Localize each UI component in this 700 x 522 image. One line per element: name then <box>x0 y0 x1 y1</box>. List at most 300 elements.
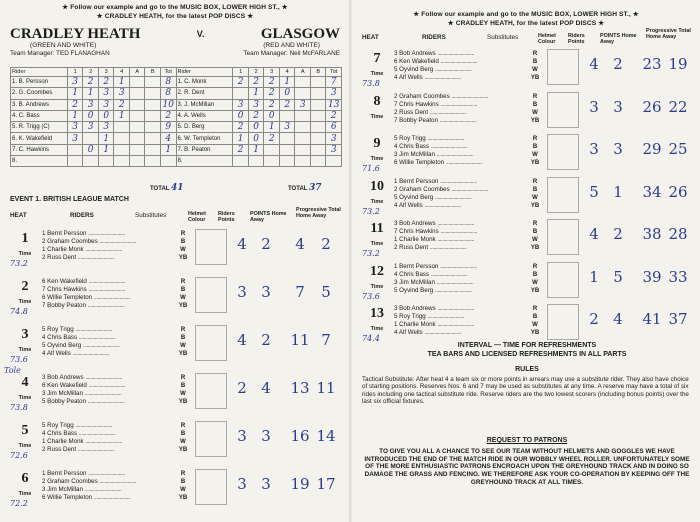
heat-points: 7 <box>295 283 305 301</box>
heat-points: 34 <box>642 182 662 201</box>
heat-block <box>362 176 692 224</box>
helmet-colour: B <box>532 186 538 193</box>
home-rider-score <box>114 133 130 144</box>
away-rider-score: 2 <box>233 77 249 88</box>
helmet-colour: B <box>532 271 538 278</box>
heat-number: 5 <box>21 423 29 438</box>
rider-entry: 1 Bernt Persson <box>42 470 87 477</box>
rider-entry: 4 Alf Wells <box>42 350 71 357</box>
heat-rider: 4 Alf Wells .............................. <box>42 350 110 357</box>
heat-number: 11 <box>370 221 384 236</box>
heat-rider: 3 Jim McMillan .............................. <box>394 278 474 286</box>
heat-rider: 4 Chris Bass .............................. <box>42 334 116 341</box>
heat-rider: 7 Bobby Peaton .............................. <box>394 116 477 124</box>
home-total-label: TOTAL <box>150 186 170 192</box>
heat-points: 19 <box>668 55 688 73</box>
away-rider-score: 3 <box>233 99 249 110</box>
away-rider-score: 2 <box>264 77 280 88</box>
riders-col-header: RIDERS <box>70 212 94 219</box>
heat-points: 2 <box>237 379 247 397</box>
heat-rider: 1 Charlie Monk .............................. <box>42 246 122 253</box>
helmet-colour: W <box>532 152 538 158</box>
away-rider-score <box>310 77 326 88</box>
away-rider-score: 1 <box>248 144 264 155</box>
helmet-colour: W <box>532 67 538 73</box>
away-rider-name: 4. A. Wells <box>176 110 233 121</box>
helmet-colour: B <box>532 229 538 235</box>
score-header-col: 3 <box>98 68 114 77</box>
helmet-colour: W <box>532 322 538 328</box>
heat-points: 3 <box>237 283 247 301</box>
rider-entry: 4 Chris Bass <box>394 270 430 278</box>
away-rider-score <box>310 133 326 144</box>
vs-label: V. <box>196 29 205 39</box>
heat-rider: 1 Charlie Monk .............................. <box>42 438 122 445</box>
heat-riders <box>394 135 482 167</box>
heat-points: 39 <box>642 267 662 286</box>
helmet-colour: YB <box>530 202 540 209</box>
away-rider-score <box>295 144 311 155</box>
home-rider-score <box>114 122 130 133</box>
score-row <box>11 77 342 88</box>
heat-points: 16 <box>290 427 310 445</box>
heat-number: 8 <box>373 93 381 109</box>
heat-points: 26 <box>642 97 662 116</box>
heat-block <box>362 133 692 181</box>
heat-rider: 5 Oyvind Berg .............................. <box>394 193 472 201</box>
time-label: Time <box>18 491 32 497</box>
interval-line-2: TEA BARS AND LICENSED REFRESHMENTS IN ALL PARTS <box>427 351 627 358</box>
rider-entry: 5 Oyvind Berg <box>42 342 82 349</box>
home-rider-score: 1 <box>114 110 130 121</box>
heat-rider: 2 Graham Coombes .............................. <box>42 238 137 245</box>
heat-block <box>362 91 692 139</box>
heat-rider: 7 Bobby Peaton .............................. <box>42 302 125 309</box>
heat-points: 2 <box>613 55 623 73</box>
heat-points: 3 <box>589 97 599 116</box>
rider-entry: 2 Graham Coombes <box>394 92 450 100</box>
time-label: Time <box>370 241 384 247</box>
away-rider-name: 2. R. Dent <box>176 88 233 99</box>
score-row <box>11 99 342 110</box>
heat-points: 22 <box>668 97 688 116</box>
score-header-col: 1 <box>233 68 249 77</box>
home-rider-score: 3 <box>67 77 83 88</box>
home-rider-score <box>129 110 145 121</box>
score-header-col: 3 <box>264 68 280 77</box>
score-header-rider: Rider <box>11 68 68 77</box>
heat-time: 73.8 <box>10 403 28 412</box>
heat-block <box>362 218 692 266</box>
helmet-colour: R <box>532 178 538 185</box>
home-total-row <box>150 183 184 193</box>
helmet-colours <box>530 305 540 337</box>
heat-rider: 6 Ken Wakefield .............................. <box>42 278 126 285</box>
time-label: Time <box>370 326 384 332</box>
home-rider-score <box>114 144 130 155</box>
home-rider-name: 3. B. Andrews <box>11 99 68 110</box>
time-label: Time <box>370 156 384 162</box>
helmet-colour: W <box>532 109 538 116</box>
points-col-header-right: POINTS Home Away <box>600 33 637 45</box>
heat-col-header: HEAT <box>10 212 27 219</box>
rider-entry: 2 Russ Dent <box>42 254 77 261</box>
time-label: Time <box>18 443 32 449</box>
heat-rider: 3 Bob Andrews .............................. <box>42 374 122 381</box>
home-rider-score <box>83 133 99 144</box>
heat-number: 12 <box>370 263 384 279</box>
rider-entry: 4 Chris Bass <box>394 143 430 150</box>
heat-points: 25 <box>668 140 688 158</box>
heat-rider: 2 Graham Coombes .............................. <box>394 185 489 193</box>
helmet-colours <box>178 326 188 358</box>
home-rider-score <box>129 144 145 155</box>
helmet-colour: YB <box>178 255 188 261</box>
away-rider-score <box>295 88 311 99</box>
home-rider-score: 3 <box>98 99 114 110</box>
rider-entry: 1 Charlie Monk <box>42 438 84 445</box>
heat-block <box>10 324 340 372</box>
helmet-colour: W <box>532 279 538 286</box>
rider-entry: 5 Bobby Peaton <box>42 398 87 405</box>
away-total-row <box>288 183 322 193</box>
rider-entry: 2 Russ Dent <box>42 446 77 453</box>
home-rider-score <box>145 122 161 133</box>
rider-entry: 2 Graham Coombes <box>394 185 450 193</box>
heat-block <box>10 228 340 276</box>
time-label: Time <box>18 395 32 401</box>
away-team: GLASGOW <box>260 26 340 42</box>
rider-points-box <box>195 469 227 505</box>
score-header-row <box>11 68 342 77</box>
away-rider-name: 8. <box>176 156 233 167</box>
heat-rider: 7 Chris Hawkins .............................. <box>42 286 126 293</box>
heat-rider: 2 Graham Coombes .............................. <box>394 92 489 100</box>
score-header-col: A <box>129 68 145 77</box>
helmet-colours <box>530 220 540 252</box>
helmet-colour: R <box>180 279 186 285</box>
away-rider-name: 3. J. McMillan <box>176 99 233 110</box>
heat-points: 4 <box>261 379 271 397</box>
home-rider-score <box>129 99 145 110</box>
score-header-col: 2 <box>83 68 99 77</box>
helmet-colour: R <box>180 231 186 237</box>
away-rider-score <box>295 110 311 121</box>
rider-entry: 1 Charlie Monk <box>394 321 436 328</box>
heat-riders <box>42 278 130 310</box>
heat-points: 28 <box>668 225 688 243</box>
helmet-colour: YB <box>178 399 188 405</box>
heat-points: 2 <box>321 235 331 253</box>
rider-entry: 5 Roy Trigg <box>394 313 426 320</box>
heat-rider: 2 Graham Coombes .............................. <box>42 478 137 485</box>
home-rider-score: 1 <box>67 110 83 121</box>
home-rider-score <box>67 156 83 167</box>
time-label: Time <box>18 299 32 305</box>
home-rider-total <box>160 156 176 167</box>
time-label: Time <box>370 113 384 120</box>
home-colours: (GREEN AND WHITE) <box>30 42 97 49</box>
helmet-colour: B <box>180 239 186 245</box>
time-label: Time <box>18 347 32 353</box>
heat-rider: 4 Chris Bass .............................. <box>42 430 116 437</box>
helmet-colours <box>530 50 540 82</box>
away-rider-name: 7. B. Peaton <box>176 144 233 155</box>
heat-riders <box>394 263 477 295</box>
heat-riders <box>394 220 477 252</box>
helmet-colour: YB <box>530 117 540 124</box>
away-rider-score <box>279 110 295 121</box>
away-rider-total <box>326 156 342 167</box>
away-rider-score <box>310 156 326 167</box>
home-rider-score <box>145 144 161 155</box>
heat-points: 4 <box>237 331 247 349</box>
home-rider-score: 2 <box>98 77 114 88</box>
heat-block <box>362 261 692 309</box>
helmet-colour: YB <box>178 495 188 501</box>
helmet-colours <box>178 230 188 262</box>
away-colours: (RED AND WHITE) <box>263 42 320 49</box>
heat-points: 14 <box>316 427 336 445</box>
interval-notice <box>362 341 692 359</box>
away-rider-score <box>233 88 249 99</box>
away-rider-score: 1 <box>279 77 295 88</box>
away-rider-name: 1. C. Monk <box>176 77 233 88</box>
helmet-colour: W <box>180 439 186 445</box>
heat-rider: 3 Bob Andrews .............................. <box>394 220 474 227</box>
rider-entry: 3 Jim McMillan <box>42 390 83 397</box>
heat-time: 71.6 <box>362 164 380 173</box>
heat-number: 13 <box>370 306 384 321</box>
heat-points: 3 <box>237 475 247 493</box>
rider-entry: 3 Jim McMillan <box>42 486 83 493</box>
rider-entry: 3 Jim McMillan <box>394 151 435 158</box>
banner-line-2: ★ CRADLEY HEATH, for the latest POP DISCS ★ <box>96 13 254 20</box>
time-label: Time <box>18 251 32 257</box>
rider-entry: 7 Chris Hawkins <box>394 100 439 108</box>
home-rider-name: 4. C. Bass <box>11 110 68 121</box>
home-rider-score: 0 <box>83 110 99 121</box>
score-header-rider: Rider <box>176 68 233 77</box>
heat-time: 74.8 <box>10 307 28 316</box>
rider-entry: 7 Chris Hawkins <box>42 286 87 293</box>
score-row <box>11 88 342 99</box>
heat-time: 73.2 <box>362 249 380 258</box>
heat-rider: 1 Charlie Monk .............................. <box>394 321 474 328</box>
home-rider-score: 3 <box>114 88 130 99</box>
rider-entry: 5 Oyvind Berg <box>394 193 434 201</box>
rider-entry: 6 Willie Templeton <box>42 294 93 301</box>
rider-points-box <box>547 177 579 213</box>
heat-riders <box>394 93 488 125</box>
away-rider-score <box>279 156 295 167</box>
away-rider-total: 7 <box>326 77 342 88</box>
heat-points: 2 <box>589 310 599 328</box>
heat-rider: 3 Jim McMillan .............................. <box>42 486 122 493</box>
home-rider-score <box>129 77 145 88</box>
rider-entry: 1 Bernt Persson <box>394 262 439 270</box>
score-card-table <box>10 67 342 167</box>
home-rider-name: 1. B. Persson <box>11 77 68 88</box>
heat-points: 33 <box>668 267 688 286</box>
home-rider-score: 3 <box>83 99 99 110</box>
home-rider-score: 1 <box>98 133 114 144</box>
heat-number: 4 <box>21 375 29 390</box>
progressive-col-header-right: Progressive Total Home Away <box>646 28 691 40</box>
heat-rider: 4 Chris Bass .............................. <box>394 270 468 278</box>
rider-entry: 2 Russ Dent <box>394 108 429 116</box>
home-rider-score: 3 <box>98 122 114 133</box>
heat-points: 11 <box>316 379 336 397</box>
rider-entry: 3 Bob Andrews <box>394 305 436 312</box>
away-rider-score <box>295 122 311 133</box>
rider-points-col-header-right: Riders Points <box>568 33 585 45</box>
away-rider-score <box>279 144 295 155</box>
helmet-colour: YB <box>530 160 540 166</box>
event-title: EVENT 1. BRITISH LEAGUE MATCH <box>10 196 129 203</box>
away-rider-score: 3 <box>279 122 295 133</box>
home-rider-score: 1 <box>114 77 130 88</box>
away-rider-score: 2 <box>233 144 249 155</box>
rider-entry: 5 Roy Trigg <box>42 422 74 429</box>
away-rider-score: 2 <box>264 99 280 110</box>
helmet-colour: YB <box>178 351 188 357</box>
score-header-col: Tot <box>326 68 342 77</box>
rider-entry: 7 Bobby Peaton <box>394 116 439 124</box>
rider-entry: 3 Bob Andrews <box>42 374 84 381</box>
heat-block <box>10 372 340 420</box>
home-rider-score <box>67 144 83 155</box>
heat-points: 17 <box>316 475 336 493</box>
helmet-colour: R <box>532 221 538 227</box>
helmet-colour: B <box>180 479 186 485</box>
heat-time: 74.4 <box>362 334 380 343</box>
heat-rider: 4 Alf Wells .............................. <box>394 329 462 336</box>
home-rider-total: 9 <box>160 122 176 133</box>
home-rider-total: 8 <box>160 77 176 88</box>
helmet-colours <box>178 470 188 502</box>
helmet-colours <box>530 135 540 167</box>
away-rider-score <box>295 133 311 144</box>
away-rider-name: 5. D. Berg <box>176 122 233 133</box>
rider-points-box <box>195 421 227 457</box>
heat-block <box>10 420 340 468</box>
away-rider-score: 0 <box>248 122 264 133</box>
helmet-colour: R <box>532 51 538 57</box>
home-rider-total: 1 <box>160 144 176 155</box>
away-manager: Team Manager: Neil McFARLANE <box>243 50 340 57</box>
home-rider-score: 2 <box>83 77 99 88</box>
away-rider-score <box>248 156 264 167</box>
heat-block <box>10 468 340 516</box>
home-rider-score <box>145 110 161 121</box>
heat-points: 4 <box>589 55 599 73</box>
helmet-colour: B <box>532 59 538 65</box>
away-rider-score: 2 <box>248 77 264 88</box>
heat-points: 7 <box>321 331 331 349</box>
home-rider-score <box>98 156 114 167</box>
heat-riders <box>394 50 477 82</box>
away-rider-score: 0 <box>233 110 249 121</box>
helmet-colour: YB <box>530 287 540 294</box>
away-rider-total: 3 <box>326 133 342 144</box>
helmet-colour: YB <box>530 245 540 251</box>
helmet-colours <box>530 263 540 295</box>
rider-entry: 1 Bernt Persson <box>394 177 439 185</box>
score-row <box>11 133 342 144</box>
heat-rider: 1 Bernt Persson .............................. <box>42 230 125 237</box>
teams-header <box>10 27 340 42</box>
rider-points-box <box>195 229 227 265</box>
heat-rider: 1 Bernt Persson .............................. <box>42 470 125 477</box>
heat-rider: 7 Chris Hawkins .............................. <box>394 100 478 108</box>
request-text: TO GIVE YOU ALL A CHANCE TO SEE OUR TEAM WITHOUT HELMETS AND GOGGLES WE HAVE INTRODUCED THE END OF THE MATCH RIDE IN OUR WOBBLY WHEEL ROLLER. UNFORTUNATELY SOME OF THE MORE ENTHUSIASTIC PATRONS ENCROACH UPON THE GREYHOUND TRACK AND IN DOING SO DAMAGE THE GRASS AND FENCING. WE THEREFORE ASK YOUR CO-OPERATION BY KEEPING OFF THE GREYHOUND TRACK AT ALL TIMES. <box>364 447 690 486</box>
score-header-col: A <box>295 68 311 77</box>
helmet-col-header-right: Helmet Colour <box>538 33 556 45</box>
away-rider-score: 2 <box>264 133 280 144</box>
heat-block <box>362 48 692 96</box>
away-rider-score <box>310 99 326 110</box>
rider-entry: 6 Ken Wakefield <box>42 278 87 285</box>
home-rider-score: 1 <box>98 144 114 155</box>
home-manager: Team Manager: TED FLANAGHAN <box>10 50 110 57</box>
away-rider-score <box>310 122 326 133</box>
heat-points: 3 <box>261 475 271 493</box>
rider-points-col-header: Riders Points <box>218 211 235 223</box>
helmet-colours <box>530 93 540 125</box>
heat-rider: 6 Ken Wakefield .............................. <box>42 382 126 389</box>
heat-points: 4 <box>613 310 623 328</box>
away-total: 37 <box>309 183 322 193</box>
away-rider-score <box>310 88 326 99</box>
home-rider-name: 7. C. Hawkins <box>11 144 68 155</box>
helmet-colour: R <box>180 423 186 429</box>
heat-points: 4 <box>589 225 599 243</box>
heat-rider: 2 Russ Dent .............................. <box>394 108 467 116</box>
away-rider-score: 2 <box>248 110 264 121</box>
helmet-colour: W <box>180 391 186 397</box>
heat-time: 72.6 <box>10 451 28 460</box>
helmet-colours <box>178 422 188 454</box>
heat-rider: 5 Roy Trigg .............................. <box>42 422 112 429</box>
rider-entry: 4 Alf Wells <box>394 201 423 209</box>
heat-points: 3 <box>237 427 247 445</box>
heat-rider: 2 Russ Dent .............................. <box>394 244 467 251</box>
home-rider-score <box>145 77 161 88</box>
rider-entry: 2 Russ Dent <box>394 244 429 251</box>
margin-note-left: Tole <box>4 366 21 375</box>
heat-points: 26 <box>668 182 688 201</box>
away-rider-total: 2 <box>326 110 342 121</box>
banner-line-1: ★ Follow our example and go to the MUSIC BOX, LOWER HIGH ST., ★ <box>62 4 288 11</box>
score-header-col: 4 <box>114 68 130 77</box>
score-header-col: 4 <box>279 68 295 77</box>
heat-time: 72.2 <box>10 499 28 508</box>
heat-points: 29 <box>642 140 662 158</box>
rider-entry: 3 Bob Andrews <box>394 220 436 227</box>
away-rider-score: 1 <box>248 88 264 99</box>
heat-points: 1 <box>589 267 599 286</box>
helmet-colour: W <box>180 343 186 349</box>
home-rider-score: 1 <box>83 88 99 99</box>
helmet-colour: R <box>532 136 538 142</box>
rider-entry: 4 Alf Wells <box>394 329 423 336</box>
away-rider-score <box>264 144 280 155</box>
away-rider-total: 13 <box>326 99 342 110</box>
score-header-col: 1 <box>67 68 83 77</box>
heat-rider: 4 Chris Bass .............................. <box>394 143 468 150</box>
heat-time: 73.2 <box>10 259 28 268</box>
